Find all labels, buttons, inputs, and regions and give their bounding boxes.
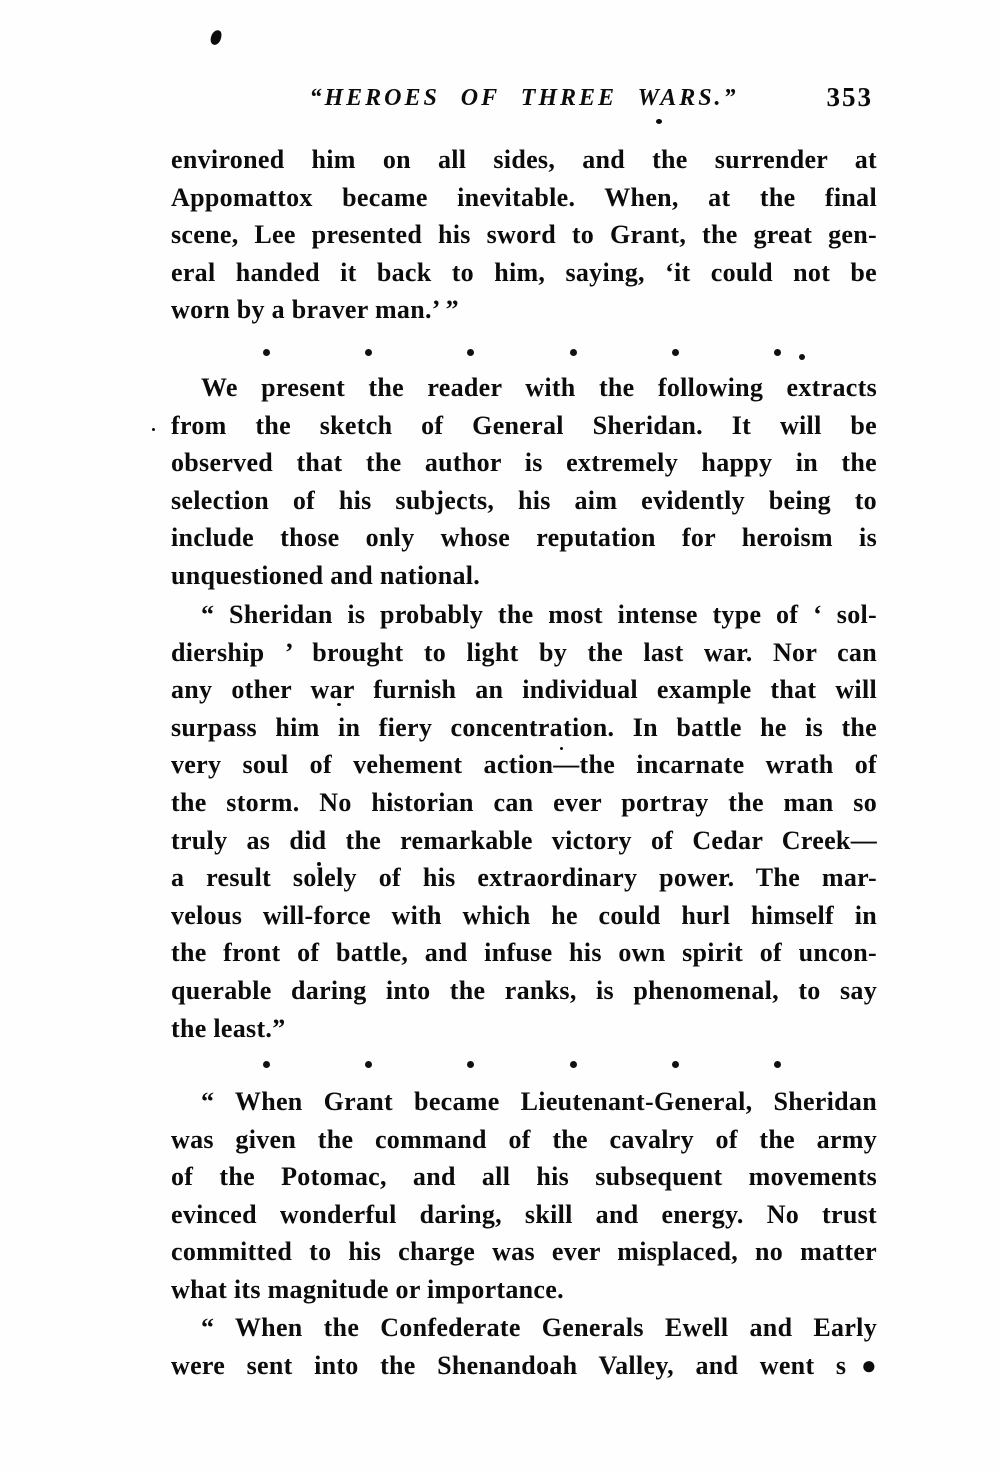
text-line: the front of battle, and infuse his own spirit of uncon- [171, 938, 877, 968]
text-line: of the Potomac, and all his subsequent movements [171, 1162, 877, 1192]
paragraph-grant-cavalry [171, 1083, 877, 1309]
text-line: very soul of vehement action—the incarnate wrath of [171, 750, 877, 780]
text-line: querable daring into the ranks, is phenomenal, to say [171, 975, 877, 1005]
text-line: We present the reader with the following extracts [201, 373, 877, 402]
separator-dot [263, 349, 270, 356]
text-line: from the sketch of General Sheridan. It will be [171, 410, 877, 440]
separator-dot [365, 1061, 372, 1068]
text-line: scene, Lee presented his sword to Grant, the great gen- [171, 220, 877, 250]
text-line: were sent into the Shenandoah Valley, and went s● [171, 1350, 877, 1380]
text-line: surpass him in fiery concentration. In battle he is the [171, 712, 877, 742]
text-line: evinced wonderful daring, skill and energy. No trust [171, 1199, 877, 1229]
ink-speck [656, 119, 662, 124]
text-line: selection of his subjects, his aim evidently being to [171, 485, 877, 515]
paragraph-introduction [171, 369, 877, 595]
ink-speck [152, 428, 155, 431]
text-line: was given the command of the cavalry of the army [171, 1124, 877, 1154]
separator-dot [774, 1061, 781, 1068]
page-number: 353 [826, 82, 873, 112]
text-line: the storm. No historian can ever portray the man so [171, 787, 877, 817]
text-line: worn by a braver man.’ ” [171, 295, 459, 325]
separator-dot [774, 349, 781, 356]
text-line: “ When Grant became Lieutenant-General, Sheridan [201, 1087, 877, 1116]
separator-dot [467, 1061, 474, 1068]
separator-dot [570, 349, 577, 356]
text-line: a result solely of his extraordinary power. The mar- [171, 863, 877, 893]
text-line: velous will-force with which he could hurl himself in [171, 900, 877, 930]
separator-dot [365, 349, 372, 356]
text-line: committed to his charge was ever misplaced, no matter [171, 1237, 877, 1267]
text-line: observed that the author is extremely happy in the [171, 448, 877, 478]
text-line: diership ’ brought to light by the last war. Nor can [171, 637, 877, 667]
text-line: the least.” [171, 1013, 286, 1043]
text-line: unquestioned and national. [171, 560, 481, 590]
separator-dot [263, 1061, 270, 1068]
text-line: include those only whose reputation for heroism is [171, 523, 877, 553]
paragraph-sheridan-quote [171, 596, 877, 1047]
ink-blot [209, 29, 222, 46]
page-header [171, 82, 877, 119]
text-line: “ When the Confederate Generals Ewell and Early [201, 1313, 877, 1342]
separator-dot [672, 349, 679, 356]
text-line: truly as did the remarkable victory of Cedar Creek— [171, 825, 877, 855]
text-line: any other war furnish an individual example that will [171, 675, 877, 705]
text-line: “ Sheridan is probably the most intense type of ‘ sol- [201, 600, 877, 629]
separator-dot [799, 354, 805, 360]
text-line: what its magnitude or importance. [171, 1274, 564, 1304]
separator-dots-1 [263, 348, 781, 356]
text-line: environed him on all sides, and the surrender at [171, 145, 877, 174]
text-line: Appomattox became inevitable. When, at the final [171, 182, 877, 212]
separator-dot [672, 1061, 679, 1068]
paragraph-surrender [171, 141, 877, 329]
text-line: eral handed it back to him, saying, ‘it could not be [171, 257, 877, 287]
separator-dots-2 [263, 1060, 781, 1068]
separator-dot [570, 1061, 577, 1068]
separator-dot [467, 349, 474, 356]
running-title: “HEROES OF THREE WARS.” [309, 85, 739, 111]
paragraph-shenandoah [171, 1309, 877, 1384]
